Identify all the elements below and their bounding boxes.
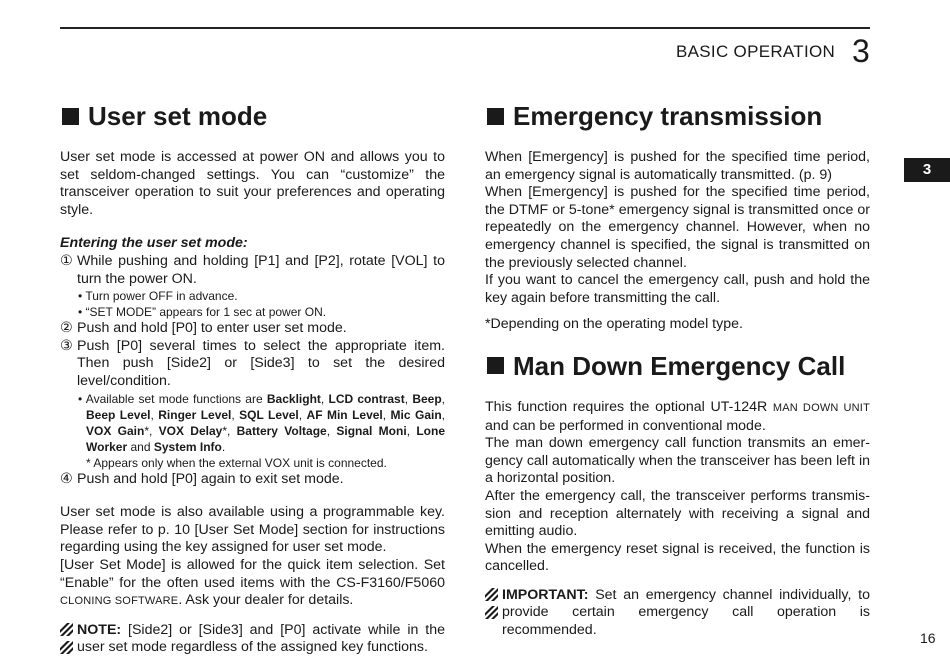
paragraph-programmable-key: User set mode is also available using a programmable key. Please refer to p. 10 [User Set Mode] section for instructions regarding using the key assigned for user set mode. — [60, 504, 445, 556]
man-down-paragraph: The man down emergency call function transmits an emergency call automatically when the transceiver has been left in a horizontal position. — [485, 435, 870, 487]
step-number: ② — [60, 320, 73, 337]
chapter-number: 3 — [852, 33, 870, 69]
emergency-paragraph: If you want to cancel the emergency call, push and hold the key again before transmitting the call. — [485, 272, 870, 306]
chapter-tab: 3 — [904, 158, 950, 182]
paragraph-cloning-software: [User Set Mode] is allowed for the quick item selection. Set “Enable” for the often used items with the CS-F3160/F5060 CLONING SOFTWARE. Ask your dealer for details. — [60, 556, 445, 609]
step-text: Push [P0] several times to select the appropriate item. Then push [Side2] or [Side3] to set the desired level/condition. — [77, 337, 445, 389]
important-box — [485, 587, 870, 640]
man-down-paragraph: This function requires the optional UT-124R MAN DOWN UNIT and can be performed in conventional mode. — [485, 398, 870, 434]
step-1 — [60, 253, 445, 288]
intro-paragraph: User set mode is accessed at power ON and allows you to set seldom-changed settings. You can “customize” the transceiver operation to suit your preferences and operating style. — [60, 149, 445, 218]
page-number: 16 — [920, 630, 936, 646]
step-number: ① — [60, 252, 73, 269]
step-text: Push and hold [P0] again to exit set mode. — [77, 470, 344, 487]
chapter-title: BASIC OPERATION — [676, 42, 836, 61]
functions-list: • Available set mode functions are Backlight, LCD contrast, Beep, Beep Level, Ringer Level, SQL Level, AF Min Level, Mic Gain, VOX Gain*, VOX Delay*, Battery Voltage, Signal Moni, Lone Worker and System Info. — [78, 391, 446, 454]
sub-heading: Entering the user set mode: — [60, 235, 248, 252]
step-2 — [60, 320, 445, 338]
step-4 — [60, 471, 445, 489]
right-column — [485, 98, 870, 640]
step-3 — [60, 338, 445, 391]
note-text: NOTE: [Side2] or [Side3] and [P0] activate while in the user set mode regardless of the assigned key functions. — [77, 621, 445, 656]
step-text: While pushing and holding [P1] and [P2], rotate [VOL] to turn the power ON. — [77, 252, 445, 287]
man-down-paragraph: After the emergency call, the transceiver performs transmission and reception alternately with receiving a signal and emitting audio. — [485, 487, 870, 540]
important-text: IMPORTANT: Set an emergency channel individually, to provide certain emergency call operation is recommended. — [502, 586, 870, 639]
man-down-paragraph: When the emergency reset signal is received, the function is cancelled. — [485, 540, 870, 575]
step-number: ③ — [60, 337, 73, 354]
step-bullet: • Turn power OFF in advance. — [78, 289, 238, 304]
functions-footnote: * Appears only when the external VOX unit is connected. — [86, 455, 387, 470]
hatched-marker-icon — [485, 588, 498, 619]
emergency-footnote: *Depending on the operating model type. — [485, 316, 743, 333]
section-heading-emergency: Emergency transmission — [485, 98, 870, 134]
emergency-paragraph: When [Emergency] is pushed for the specified time period, an emergency signal is automatically transmitted. (p. 9) — [485, 149, 870, 183]
section-heading-user-set-mode: User set mode — [60, 98, 445, 134]
square-bullet-icon — [487, 108, 504, 125]
header-rule — [60, 27, 870, 29]
note-box — [60, 622, 445, 657]
square-bullet-icon — [487, 357, 504, 374]
square-bullet-icon — [62, 108, 79, 125]
emergency-paragraph: When [Emergency] is pushed for the specified time period, the DTMF or 5-tone* emergency signal is transmitted once or repeatedly on the emergency channel. However, when no emergency channel is specified, the signal is transmitted on the previously selected channel. — [485, 184, 870, 271]
step-number: ④ — [60, 470, 73, 487]
hatched-marker-icon — [60, 623, 73, 654]
step-bullet: • “SET MODE” appears for 1 sec at power ON. — [78, 305, 327, 320]
left-column — [60, 98, 445, 657]
step-text: Push and hold [P0] to enter user set mode. — [77, 320, 347, 337]
section-heading-man-down: Man Down Emergency Call — [485, 348, 870, 384]
